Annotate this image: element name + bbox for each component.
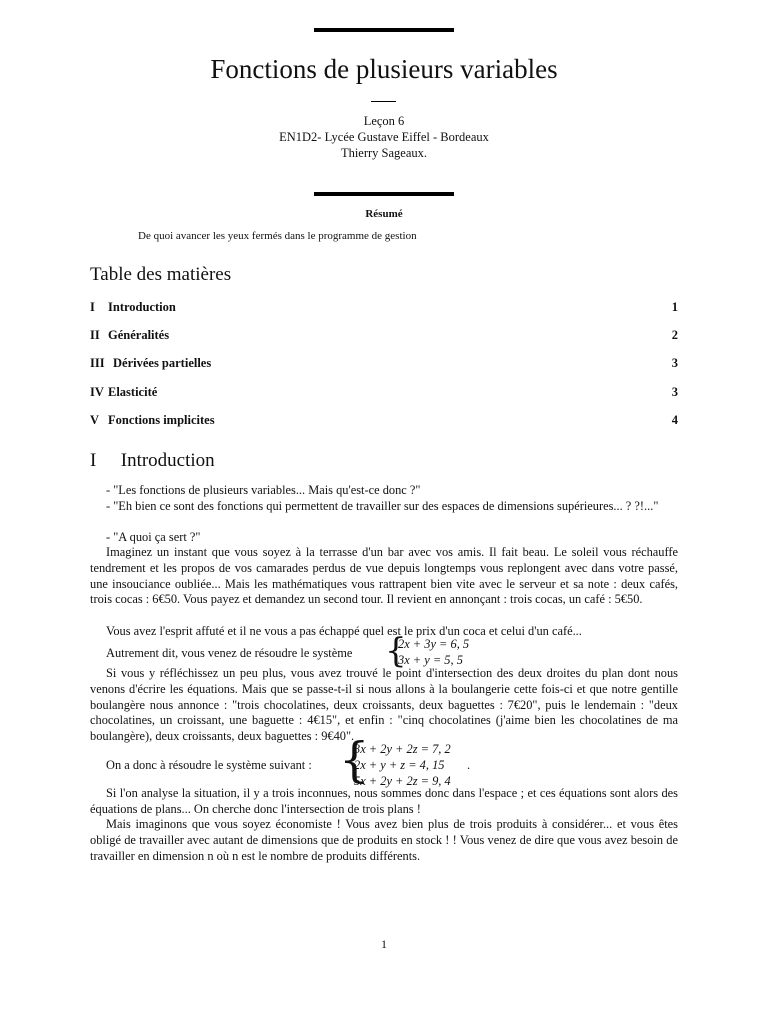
- equation: 3x + 2y + 2z = 7, 2: [354, 742, 451, 756]
- equation: 3x + y = 5, 5: [398, 653, 463, 667]
- author-label: Thierry Sageaux.: [340, 146, 428, 160]
- toc-entry-label: Dérivées partielles: [113, 356, 212, 370]
- equation: 2x + 3y = 6, 5: [398, 637, 470, 651]
- toc-entry[interactable]: [90, 385, 678, 403]
- section-number: I: [90, 450, 97, 471]
- toc-entry-num: I: [90, 300, 95, 314]
- equation-system-2: [339, 732, 479, 789]
- paragraph: - "Les fonctions de plusieurs variables... Mais qu'est-ce donc ?": [106, 483, 421, 497]
- brace-icon: {: [339, 732, 370, 788]
- equation: 2x + y + z = 4, 15: [354, 758, 445, 772]
- toc-entry-label: Généralités: [108, 328, 170, 342]
- paragraph: Si l'on analyse la situation, il y a trois inconnues, nous sommes donc dans l'espace ; et ces équations sont alors des équations de plans... On cherche donc l'intersection de trois plans !: [90, 786, 678, 816]
- toc-entry[interactable]: [90, 413, 678, 431]
- lesson-label: Leçon 6: [363, 114, 405, 128]
- toc-heading: Table des matières: [90, 264, 232, 285]
- school-label: EN1D2- Lycée Gustave Eiffel - Bordeaux: [279, 130, 489, 144]
- toc-entry-page: 4: [671, 413, 678, 427]
- paragraph: Imaginez un instant que vous soyez à la terrasse d'un bar avec vos amis. Il fait beau. Le soleil vous réchauffe tendrement et les propos de vos camarades perdus de vue depuis longtemps vous replongent avec dans votre passé, une insouciance oubliée... Mais les mathématiques vous rattrapent bien vite avec le serveur et sa note : deux cafés, trois cocas : 6€50. Vous payez et demandez un second tour. Il revient en annonçant : trois cocas, un café : 5€50.: [90, 545, 678, 607]
- toc-entry-label: Elasticité: [108, 385, 158, 399]
- system-period: .: [467, 758, 471, 772]
- toc-entry-page: 1: [671, 300, 678, 314]
- paragraph: Vous avez l'esprit affuté et il ne vous a pas échappé quel est le prix d'un coca et celui d'un café...: [106, 624, 582, 638]
- header-bottom-rule: [314, 192, 454, 196]
- equation: 5x + 2y + 2z = 9, 4: [354, 774, 451, 788]
- toc-entry-num: II: [90, 328, 100, 342]
- brace-icon: {: [385, 631, 407, 671]
- toc-entry-label: Introduction: [108, 300, 176, 314]
- toc-entry-num: IV: [90, 385, 104, 399]
- abstract-text: De quoi avancer les yeux fermés dans le programme de gestion: [138, 230, 417, 242]
- paragraph: Autrement dit, vous venez de résoudre le système: [106, 646, 353, 660]
- paragraph: - "Eh bien ce sont des fonctions qui permettent de travailler sur des espaces de dimensions supérieures... ? ?!...": [106, 499, 659, 513]
- toc-entry-page: 3: [671, 385, 678, 399]
- paragraph: Si vous y réfléchissez un peu plus, vous avez trouvé le point d'intersection des deux droites du plan dont nous venons d'écrire les équations. Mais que se passe-t-il si nous allons à la boulangerie cette fois-ci et que notre gentille boulangère nous annonce : "trois chocolatines, deux croissants, deux baguettes : 7€20", puis le lendemain : "deux chocolatines, un croissant, une baguette : 4€15", et enfin : "cinq chocolatines (j'aime bien les chocolatines de ma boulangère), deux croissants, deux baguettes : 9€40".: [90, 666, 678, 744]
- abstract-heading: Résumé: [365, 208, 403, 220]
- section-heading: [90, 450, 215, 472]
- page-number: 1: [381, 937, 387, 951]
- top-rule: [314, 28, 454, 32]
- toc-entry-num: III: [90, 356, 105, 370]
- title-underline: [371, 101, 396, 102]
- paragraph: Mais imaginons que vous soyez économiste ! Vous avez bien plus de trois produits à considérer... et vous êtes obligé de travailler avec autant de dimensions que de produits en stock ! ! Vous venez de dire que vous avez besoin de travailler en dimension n où n est le nombre de produits différents.: [90, 817, 678, 863]
- document-title: Fonctions de plusieurs variables: [210, 54, 558, 84]
- equation-system-1: [385, 631, 485, 671]
- section-title: Introduction: [120, 450, 215, 471]
- toc-entry-label: Fonctions implicites: [108, 413, 215, 427]
- toc-entry[interactable]: [90, 356, 678, 374]
- toc-entry[interactable]: [90, 300, 678, 318]
- paragraph: On a donc à résoudre le système suivant :: [106, 758, 312, 772]
- toc-entry-page: 2: [671, 328, 678, 342]
- toc-entry-num: V: [90, 413, 100, 427]
- toc-entry[interactable]: [90, 328, 678, 346]
- toc-entry-page: 3: [671, 356, 678, 370]
- paragraph: - "A quoi ça sert ?": [106, 530, 201, 544]
